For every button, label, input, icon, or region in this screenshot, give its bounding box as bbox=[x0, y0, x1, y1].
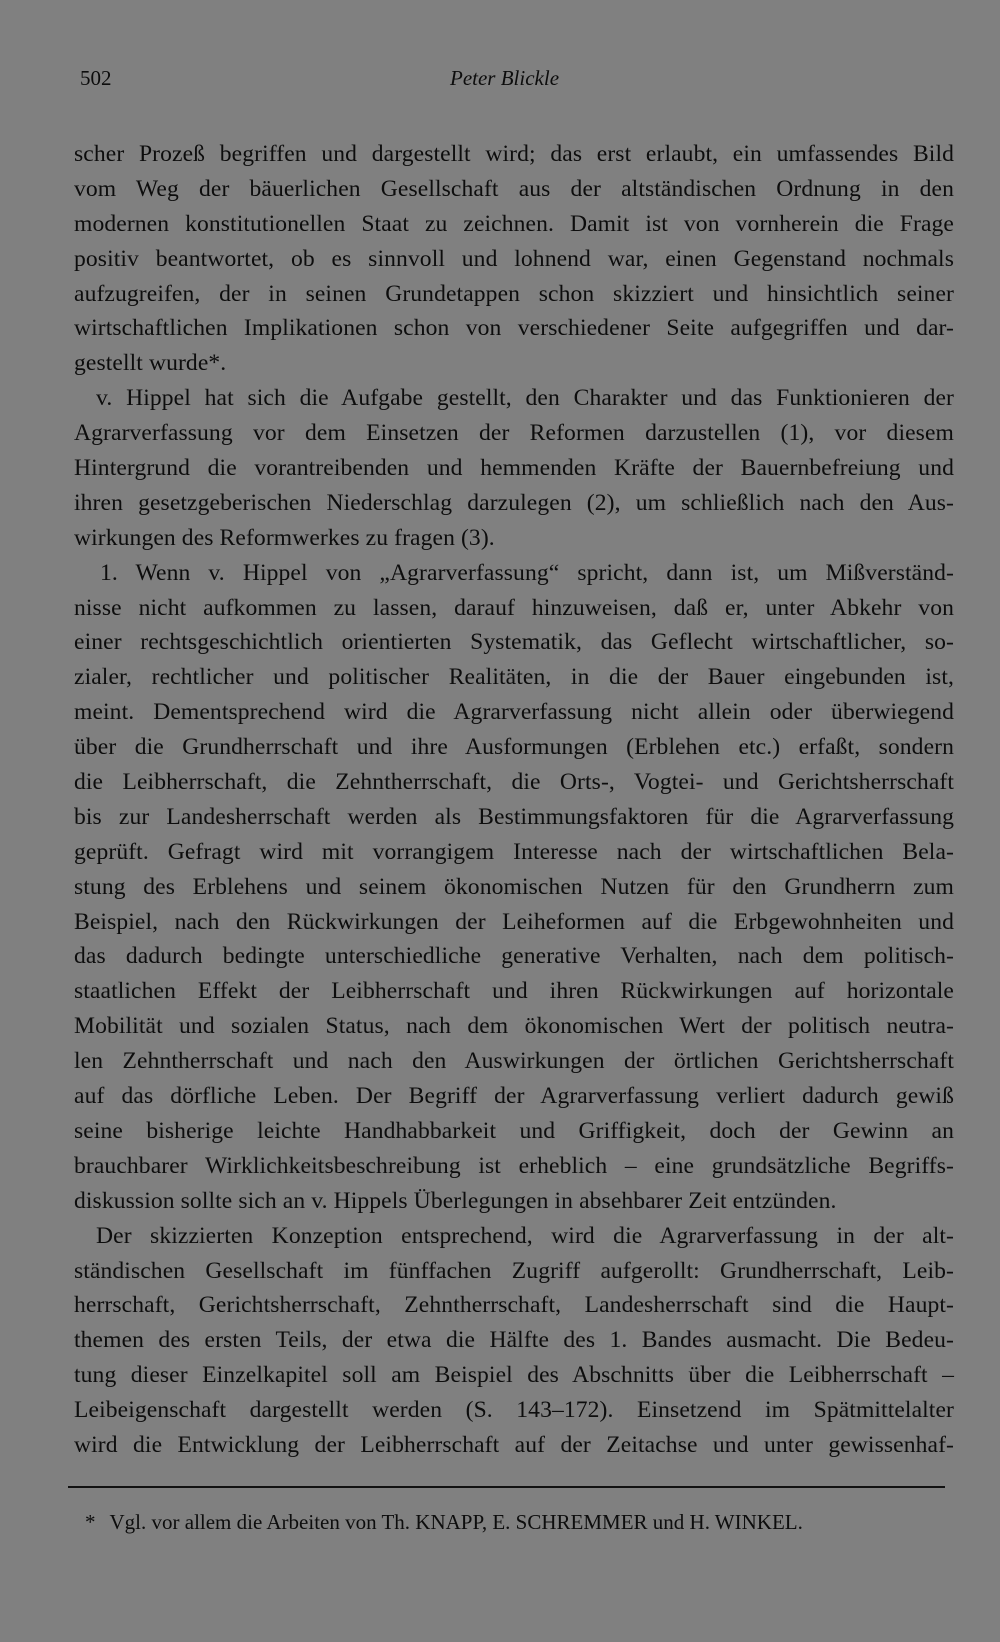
page-header bbox=[80, 66, 960, 96]
footnote-text: Vgl. vor allem die Arbeiten von Th. KNAPP, E. SCHREMMER und H. WINKEL. bbox=[109, 1510, 803, 1534]
text-line: gestellt wurde*. bbox=[74, 350, 227, 377]
text-line: v. Hippel hat sich die Aufgabe gestellt, den Charakter und das Funktionieren der bbox=[96, 385, 954, 412]
text-line: vom Weg der bäuerlichen Gesellschaft aus der altständischen Ordnung in den bbox=[74, 175, 954, 202]
text-line: stung des Erblehens und seinem ökonomischen Nutzen für den Grundherrn zum bbox=[74, 873, 954, 900]
text-line: tung dieser Einzelkapitel soll am Beispiel des Abschnitts über die Leibherrschaft – bbox=[74, 1362, 954, 1389]
text-line: wirtschaftlichen Implikationen schon von verschiedener Seite aufgegriffen und dar- bbox=[74, 315, 954, 342]
text-line: staatlichen Effekt der Leibherrschaft und ihren Rückwirkungen auf horizontale bbox=[74, 978, 954, 1005]
body-text bbox=[74, 137, 954, 1463]
text-line: zialer, rechtlicher und politischer Realitäten, in die der Bauer eingebunden ist, bbox=[74, 664, 954, 691]
text-line: diskussion sollte sich an v. Hippels Überlegungen in absehbarer Zeit entzünden. bbox=[74, 1187, 837, 1214]
text-line: aufzugreifen, der in seinen Grundetappen schon skizziert und hinsichtlich seiner bbox=[74, 280, 954, 307]
text-line: Agrarverfassung vor dem Einsetzen der Reformen darzustellen (1), vor diesem bbox=[74, 420, 954, 447]
text-line: brauchbarer Wirklichkeitsbeschreibung ist erheblich – eine grundsätzliche Begriffs- bbox=[74, 1152, 954, 1179]
text-line: 1. Wenn v. Hippel von „Agrarverfassung“ spricht, dann ist, um Mißverständ- bbox=[100, 559, 954, 586]
text-line: Hintergrund die vorantreibenden und hemmenden Kräfte der Bauernbefreiung und bbox=[74, 455, 954, 482]
text-line: bis zur Landesherrschaft werden als Bestimmungsfaktoren für die Agrarverfassung bbox=[74, 803, 954, 830]
footnote-marker: * bbox=[85, 1510, 96, 1534]
text-line: wird die Entwicklung der Leibherrschaft auf der Zeitachse und unter gewissenhaf- bbox=[74, 1431, 954, 1458]
text-line: len Zehntherrschaft und nach den Auswirkungen der örtlichen Gerichtsherrschaft bbox=[74, 1048, 954, 1075]
text-line: themen des ersten Teils, der etwa die Hälfte des 1. Bandes ausmacht. Die Bedeu- bbox=[74, 1327, 954, 1354]
text-line: über die Grundherrschaft und ihre Ausformungen (Erblehen etc.) erfaßt, sondern bbox=[74, 734, 954, 761]
text-line: modernen konstitutionellen Staat zu zeichnen. Damit ist von vornherein die Frage bbox=[74, 210, 954, 237]
running-head-author: Peter Blickle bbox=[450, 66, 560, 90]
text-line: meint. Dementsprechend wird die Agrarverfassung nicht allein oder überwiegend bbox=[74, 699, 954, 726]
text-line: positiv beantwortet, ob es sinnvoll und lohnend war, einen Gegenstand nochmals bbox=[74, 245, 954, 272]
text-line: die Leibherrschaft, die Zehntherrschaft, die Orts-, Vogtei- und Gerichtsherrschaft bbox=[74, 769, 954, 796]
text-line: geprüft. Gefragt wird mit vorrangigem Interesse nach der wirtschaftlichen Bela- bbox=[74, 838, 954, 865]
text-line: das dadurch bedingte unterschiedliche generative Verhalten, nach dem politisch- bbox=[74, 943, 954, 970]
text-line: nisse nicht aufkommen zu lassen, darauf hinzuweisen, daß er, unter Abkehr von bbox=[74, 594, 954, 621]
text-line: wirkungen des Reformwerkes zu fragen (3). bbox=[74, 524, 495, 551]
text-line: Mobilität und sozialen Status, nach dem ökonomischen Wert der politisch neutra- bbox=[74, 1013, 954, 1040]
text-line: herrschaft, Gerichtsherrschaft, Zehntherrschaft, Landesherrschaft sind die Haupt- bbox=[74, 1292, 954, 1319]
text-line: seine bisherige leichte Handhabbarkeit und Griffigkeit, doch der Gewinn an bbox=[74, 1117, 954, 1144]
text-line: ständischen Gesellschaft im fünffachen Zugriff aufgerollt: Grundherrschaft, Leib- bbox=[74, 1257, 954, 1284]
footnote bbox=[85, 1510, 803, 1535]
page-number: 502 bbox=[80, 66, 112, 90]
text-line: scher Prozeß begriffen und dargestellt wird; das erst erlaubt, ein umfassendes Bild bbox=[74, 141, 954, 167]
text-line: einer rechtsgeschichtlich orientierten Systematik, das Geflecht wirtschaftlicher, so- bbox=[74, 629, 954, 656]
footnote-divider bbox=[68, 1486, 945, 1488]
text-line: Beispiel, nach den Rückwirkungen der Leiheformen auf die Erbgewohnheiten und bbox=[74, 908, 954, 935]
text-line: auf das dörfliche Leben. Der Begriff der Agrarverfassung verliert dadurch gewiß bbox=[74, 1083, 954, 1110]
text-line: Leibeigenschaft dargestellt werden (S. 143–172). Einsetzend im Spätmittelalter bbox=[74, 1397, 954, 1424]
text-line: Der skizzierten Konzeption entsprechend, wird die Agrarverfassung in der alt- bbox=[96, 1222, 954, 1249]
text-line: ihren gesetzgeberischen Niederschlag darzulegen (2), um schließlich nach den Aus- bbox=[74, 489, 954, 516]
